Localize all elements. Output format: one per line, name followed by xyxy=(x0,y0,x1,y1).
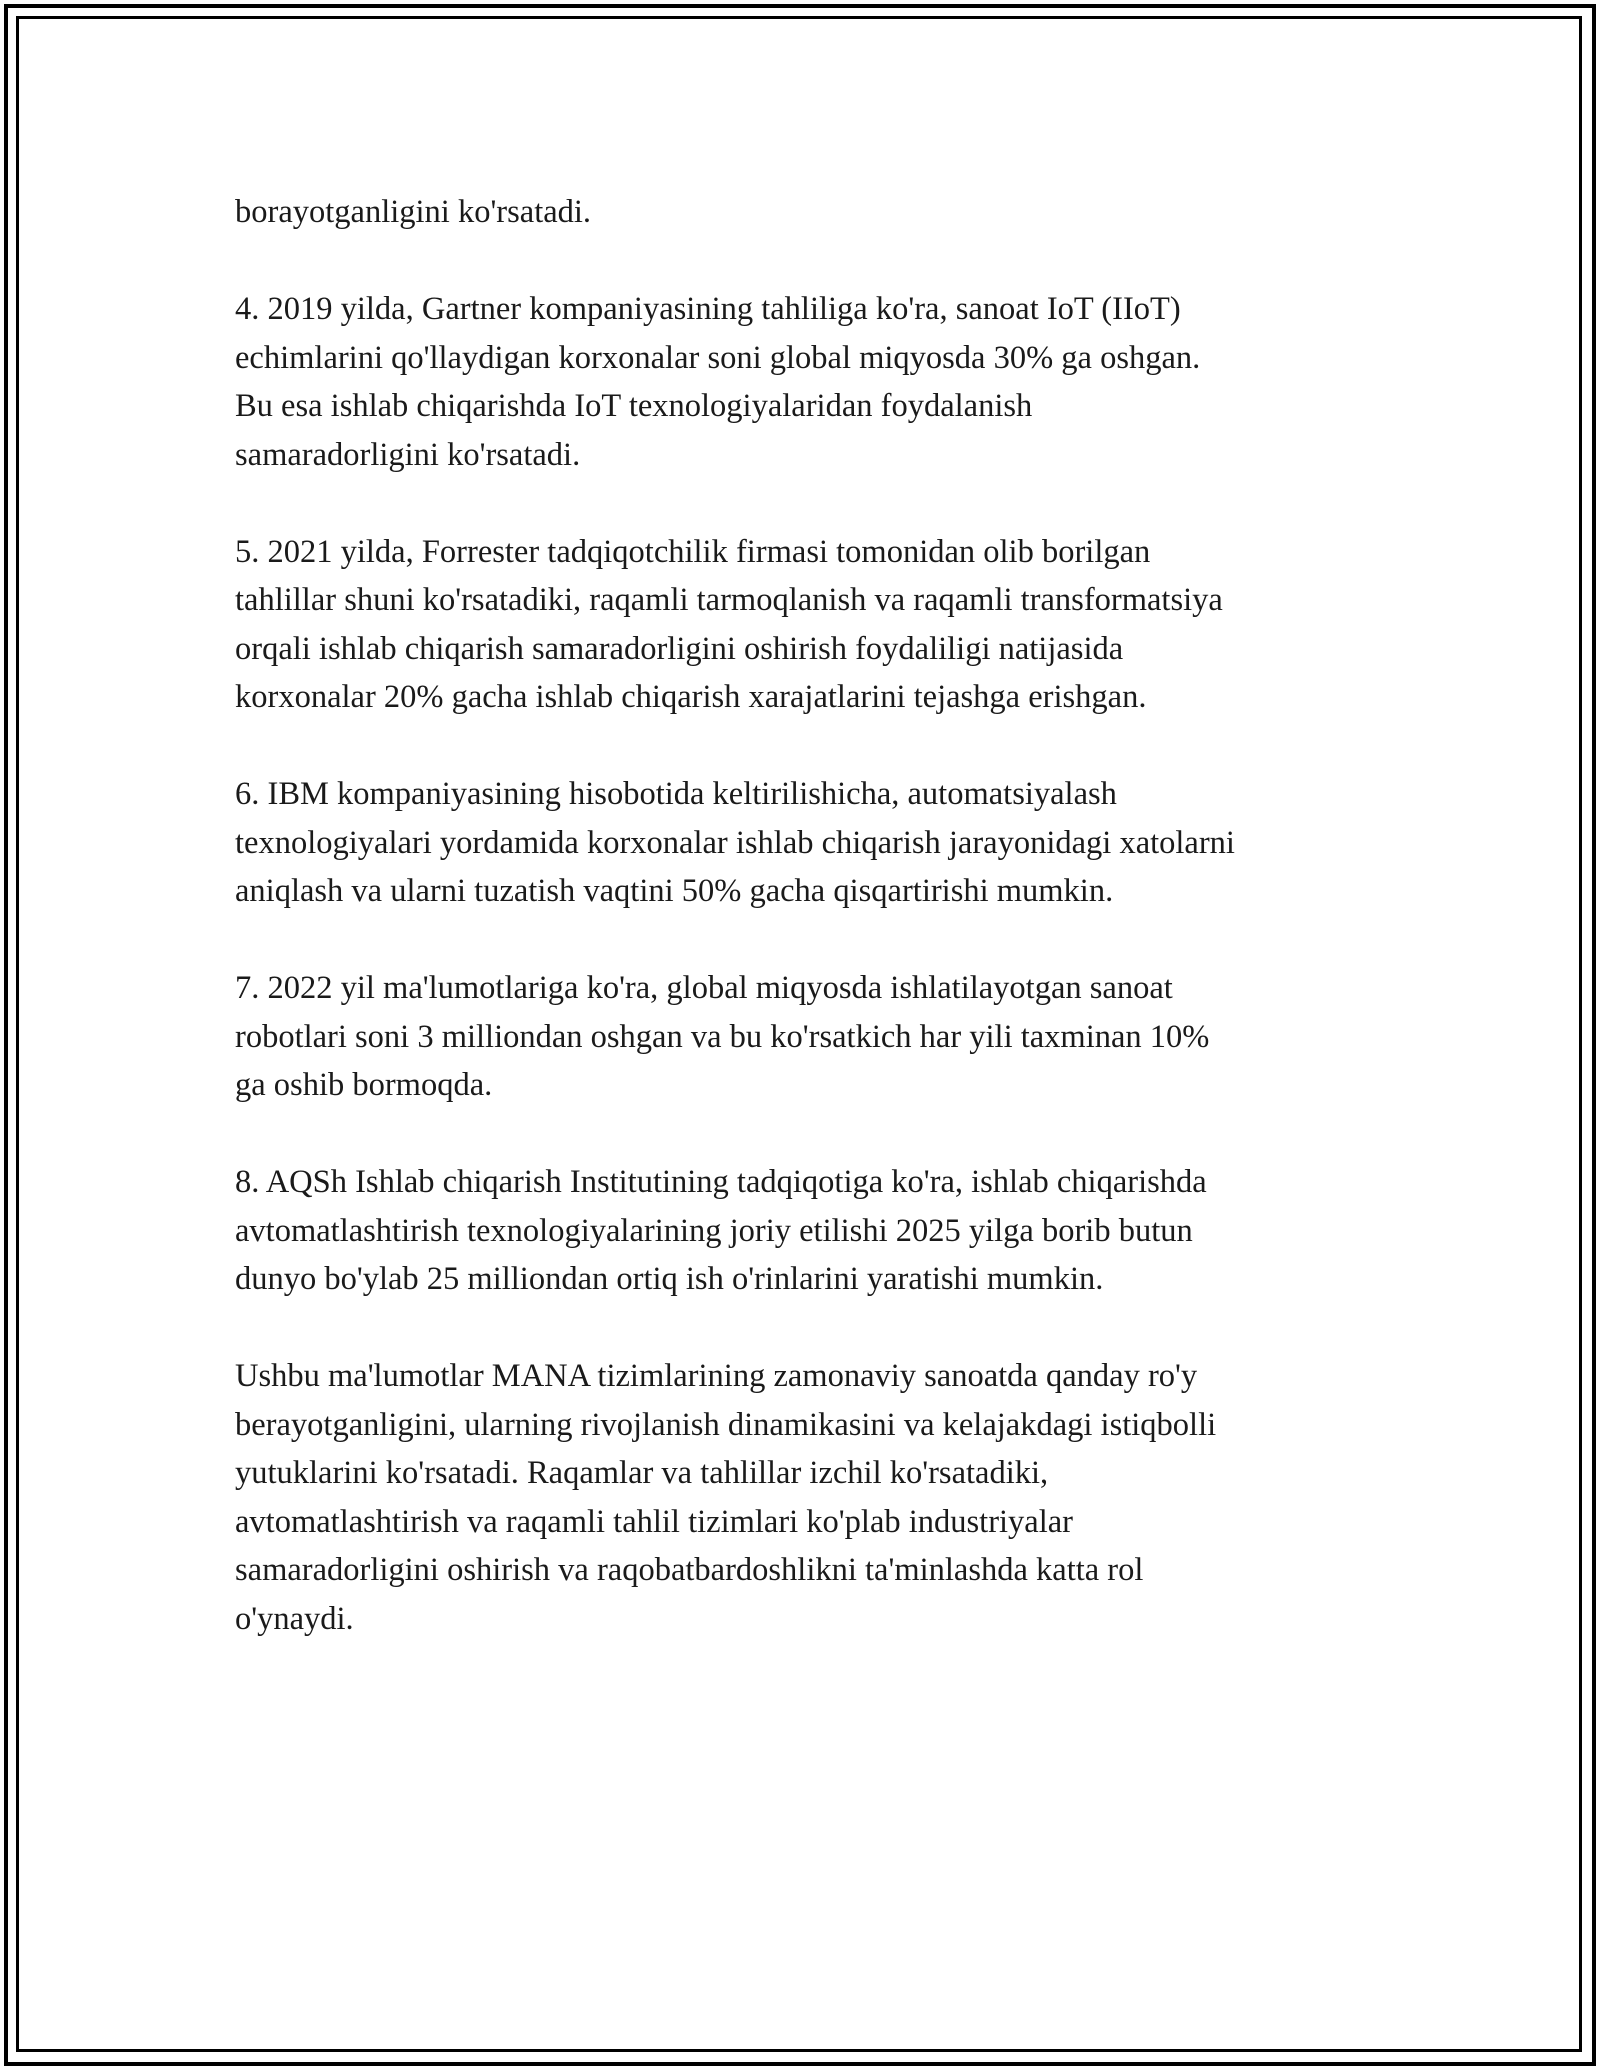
text-line: yutuklarini ko'rsatadi. Raqamlar va tahlillar izchil ko'rsatadiki, xyxy=(235,1455,1049,1491)
text-line: aniqlash va ularni tuzatish vaqtini 50% gacha qisqartirishi mumkin. xyxy=(235,873,1114,909)
text-line: robotlari soni 3 milliondan oshgan va bu ko'rsatkich har yili taxminan 10% xyxy=(235,1018,1210,1055)
text-line: berayotganligini, ularning rivojlanish dinamikasini va kelajakdagi istiqbolli xyxy=(235,1406,1217,1443)
text-line: borayotganligini ko'rsatadi. xyxy=(235,194,592,230)
text-line: orqali ishlab chiqarish samaradorligini oshirish foydaliligi natijasida xyxy=(235,630,1124,667)
text-line: samaradorligini oshirish va raqobatbardoshlikni ta'minlashda katta rol xyxy=(235,1552,1144,1588)
text-line: echimlarini qo'llaydigan korxonalar soni global miqyosda 30% ga oshgan. xyxy=(235,339,1201,376)
text-line: 6. IBM kompaniyasining hisobotida keltirilishicha, automatsiyalash xyxy=(235,776,1117,812)
paragraph-continuation xyxy=(235,188,1385,237)
document-body xyxy=(235,188,1385,1643)
paragraph-item-4 xyxy=(235,285,1385,479)
text-line: avtomatlashtirish va raqamli tahlil tizimlari ko'plab industriyalar xyxy=(235,1503,1074,1540)
text-line: 5. 2021 yilda, Forrester tadqiqotchilik firmasi tomonidan olib borilgan xyxy=(235,533,1151,570)
text-line: korxonalar 20% gacha ishlab chiqarish xarajatlarini tejashga erishgan. xyxy=(235,679,1147,715)
text-line: Ushbu ma'lumotlar MANA tizimlarining zamonaviy sanoatda qanday ro'y xyxy=(235,1358,1198,1394)
text-line: ga oshib bormoqda. xyxy=(235,1067,493,1103)
text-line: 4. 2019 yilda, Gartner kompaniyasining tahliliga ko'ra, sanoat IoT (IIoT) xyxy=(235,291,1181,327)
paragraph-item-5 xyxy=(235,528,1385,722)
text-line: 7. 2022 yil ma'lumotlariga ko'ra, global miqyosda ishlatilayotgan sanoat xyxy=(235,970,1173,1006)
text-line: avtomatlashtirish texnologiyalarining joriy etilishi 2025 yilga borib butun xyxy=(235,1212,1193,1249)
paragraph-item-8 xyxy=(235,1158,1385,1304)
paragraph-item-7 xyxy=(235,964,1385,1110)
text-line: tahlillar shuni ko'rsatadiki, raqamli tarmoqlanish va raqamli transformatsiya xyxy=(235,582,1223,618)
text-line: Bu esa ishlab chiqarishda IoT texnologiyalaridan foydalanish xyxy=(235,388,1033,424)
text-line: texnologiyalari yordamida korxonalar ishlab chiqarish jarayonidagi xatolarni xyxy=(235,824,1235,861)
text-line: o'ynaydi. xyxy=(235,1600,354,1637)
text-line: samaradorligini ko'rsatadi. xyxy=(235,436,581,473)
text-line: 8. AQSh Ishlab chiqarish Institutining tadqiqotiga ko'ra, ishlab chiqarishda xyxy=(235,1164,1207,1200)
paragraph-conclusion xyxy=(235,1352,1385,1643)
paragraph-item-6 xyxy=(235,770,1385,916)
text-line: dunyo bo'ylab 25 milliondan ortiq ish o'rinlarini yaratishi mumkin. xyxy=(235,1261,1104,1297)
